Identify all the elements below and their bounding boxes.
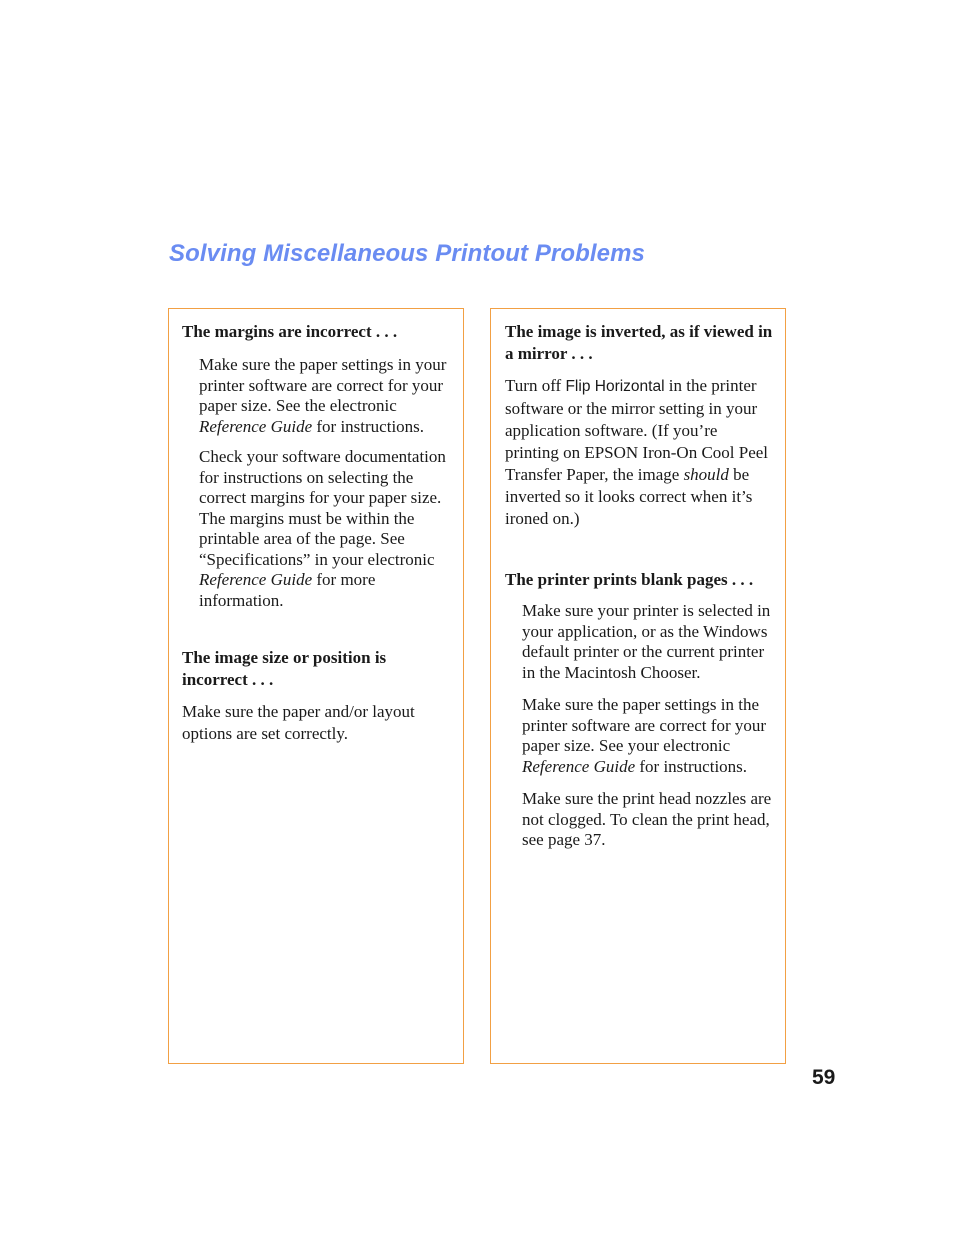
margins-paragraph-1: Make sure the paper settings in your printer software are correct for your paper size. See the electronic Reference Guide for instructions. bbox=[199, 355, 447, 436]
flip-horizontal-setting: Flip Horizontal bbox=[565, 378, 665, 395]
blank-pages-body bbox=[505, 601, 775, 851]
blank-pages-paragraph-1: Make sure your printer is selected in your application, or as the Windows default printer or the current printer in the Macintosh Chooser. bbox=[522, 601, 771, 682]
blank-pages-section bbox=[505, 569, 775, 851]
reference-guide-title: Reference Guide bbox=[199, 570, 313, 589]
blank-pages-paragraph-3: Make sure the print head nozzles are not clogged. To clean the print head, see page 37. bbox=[522, 789, 772, 849]
left-info-box bbox=[168, 308, 464, 1064]
inverted-heading: The image is inverted, as if viewed in a mirror . . . bbox=[505, 322, 773, 363]
page-number: 59 bbox=[812, 1066, 836, 1089]
blank-pages-paragraph-2: Make sure the paper settings in the printer software are correct for your paper size. See your electronic Reference Guide for instructions. bbox=[522, 695, 767, 776]
page-title: Solving Miscellaneous Printout Problems bbox=[169, 240, 645, 267]
right-info-box bbox=[490, 308, 786, 1064]
inverted-paragraph: Turn off Flip Horizontal in the printer software or the mirror setting in your application software. (If you’re printing on EPSON Iron-On Cool Peel Transfer Paper, the image should be inverted so it looks correct when it’s ironed on.) bbox=[505, 376, 769, 528]
blank-pages-heading: The printer prints blank pages . . . bbox=[505, 570, 754, 589]
inverted-section bbox=[505, 321, 775, 530]
margins-section bbox=[182, 321, 453, 611]
reference-guide-title: Reference Guide bbox=[199, 416, 313, 436]
emphasis-should: should bbox=[683, 465, 729, 484]
reference-guide-title: Reference Guide bbox=[522, 756, 636, 776]
margins-body bbox=[182, 355, 453, 611]
image-size-heading: The image size or position is incorrect . . . bbox=[182, 648, 387, 689]
image-size-paragraph: Make sure the paper and/or layout options are set correctly. bbox=[182, 702, 415, 743]
image-size-section bbox=[182, 647, 453, 745]
margins-paragraph-2: Check your software documentation for instructions on selecting the correct margins for your paper size. The margins must be within the printable area of the page. See “Specifications” in your electronic Reference Guide for more information. bbox=[199, 447, 446, 610]
margins-heading: The margins are incorrect . . . bbox=[182, 322, 398, 341]
